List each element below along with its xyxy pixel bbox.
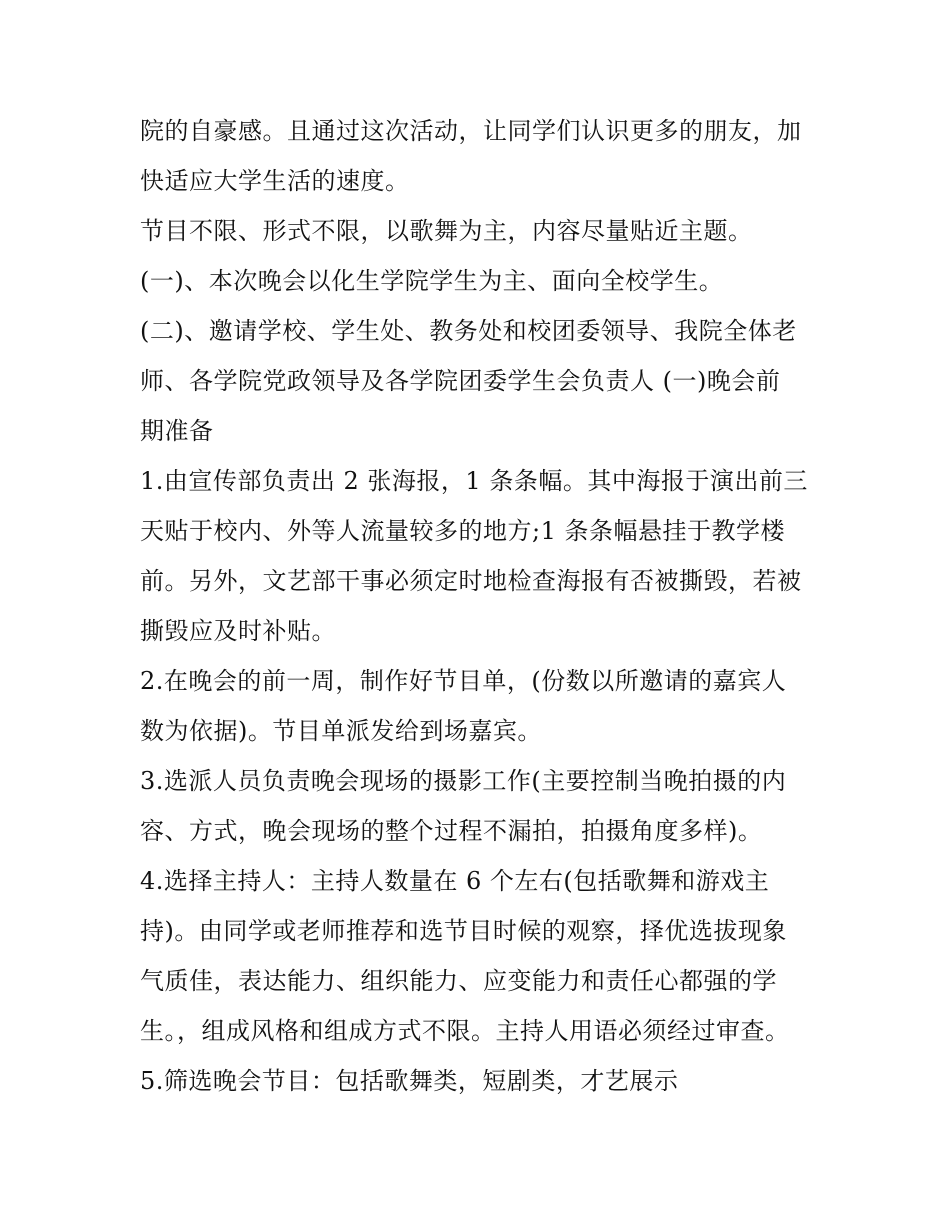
document-body xyxy=(140,106,840,1106)
text-line: 院的自豪感。且通过这次活动，让同学们认识更多的朋友，加 xyxy=(140,117,802,145)
text-line: 师、各学院党政领导及各学院团委学生会负责人 (一)晚会前 xyxy=(140,367,781,395)
text-line: 3.选派人员负责晚会现场的摄影工作(主要控制当晚拍摄的内 xyxy=(140,767,787,795)
text-line: 数为依据)。节目单派发给到场嘉宾。 xyxy=(140,717,542,745)
text-line: 2.在晚会的前一周，制作好节目单，(份数以所邀请的嘉宾人 xyxy=(140,667,787,695)
text-line: 生。，组成风格和组成方式不限。主持人用语必须经过审查。 xyxy=(140,1017,790,1045)
text-line: 5.筛选晚会节目：包括歌舞类，短剧类，才艺展示 xyxy=(140,1067,679,1095)
text-line: 持)。由同学或老师推荐和选节目时候的观察，择优选拔现象 xyxy=(140,917,787,945)
text-line: 1.由宣传部负责出 2 张海报，1 条条幅。其中海报于演出前三 xyxy=(140,467,808,495)
text-line: 期准备 xyxy=(140,417,214,445)
text-line: (二)、邀请学校、学生处、教务处和校团委领导、我院全体老 xyxy=(140,317,797,345)
text-line: 前。另外，文艺部干事必须定时地检查海报有否被撕毁，若被 xyxy=(140,567,802,595)
text-line: 撕毁应及时补贴。 xyxy=(140,617,336,645)
text-line: 节目不限、形式不限，以歌舞为主，内容尽量贴近主题。 xyxy=(140,217,753,245)
text-line: 天贴于校内、外等人流量较多的地方;1 条条幅悬挂于教学楼 xyxy=(140,517,785,545)
text-line: 快适应大学生活的速度。 xyxy=(140,167,410,195)
text-line: 4.选择主持人：主持人数量在 6 个左右(包括歌舞和游戏主 xyxy=(140,867,770,895)
text-line: 容、方式，晚会现场的整个过程不漏拍，拍摄角度多样)。 xyxy=(140,817,763,845)
text-line: 气质佳，表达能力、组织能力、应变能力和责任心都强的学 xyxy=(140,967,777,995)
text-line: (一)、本次晚会以化生学院学生为主、面向全校学生。 xyxy=(140,267,724,295)
